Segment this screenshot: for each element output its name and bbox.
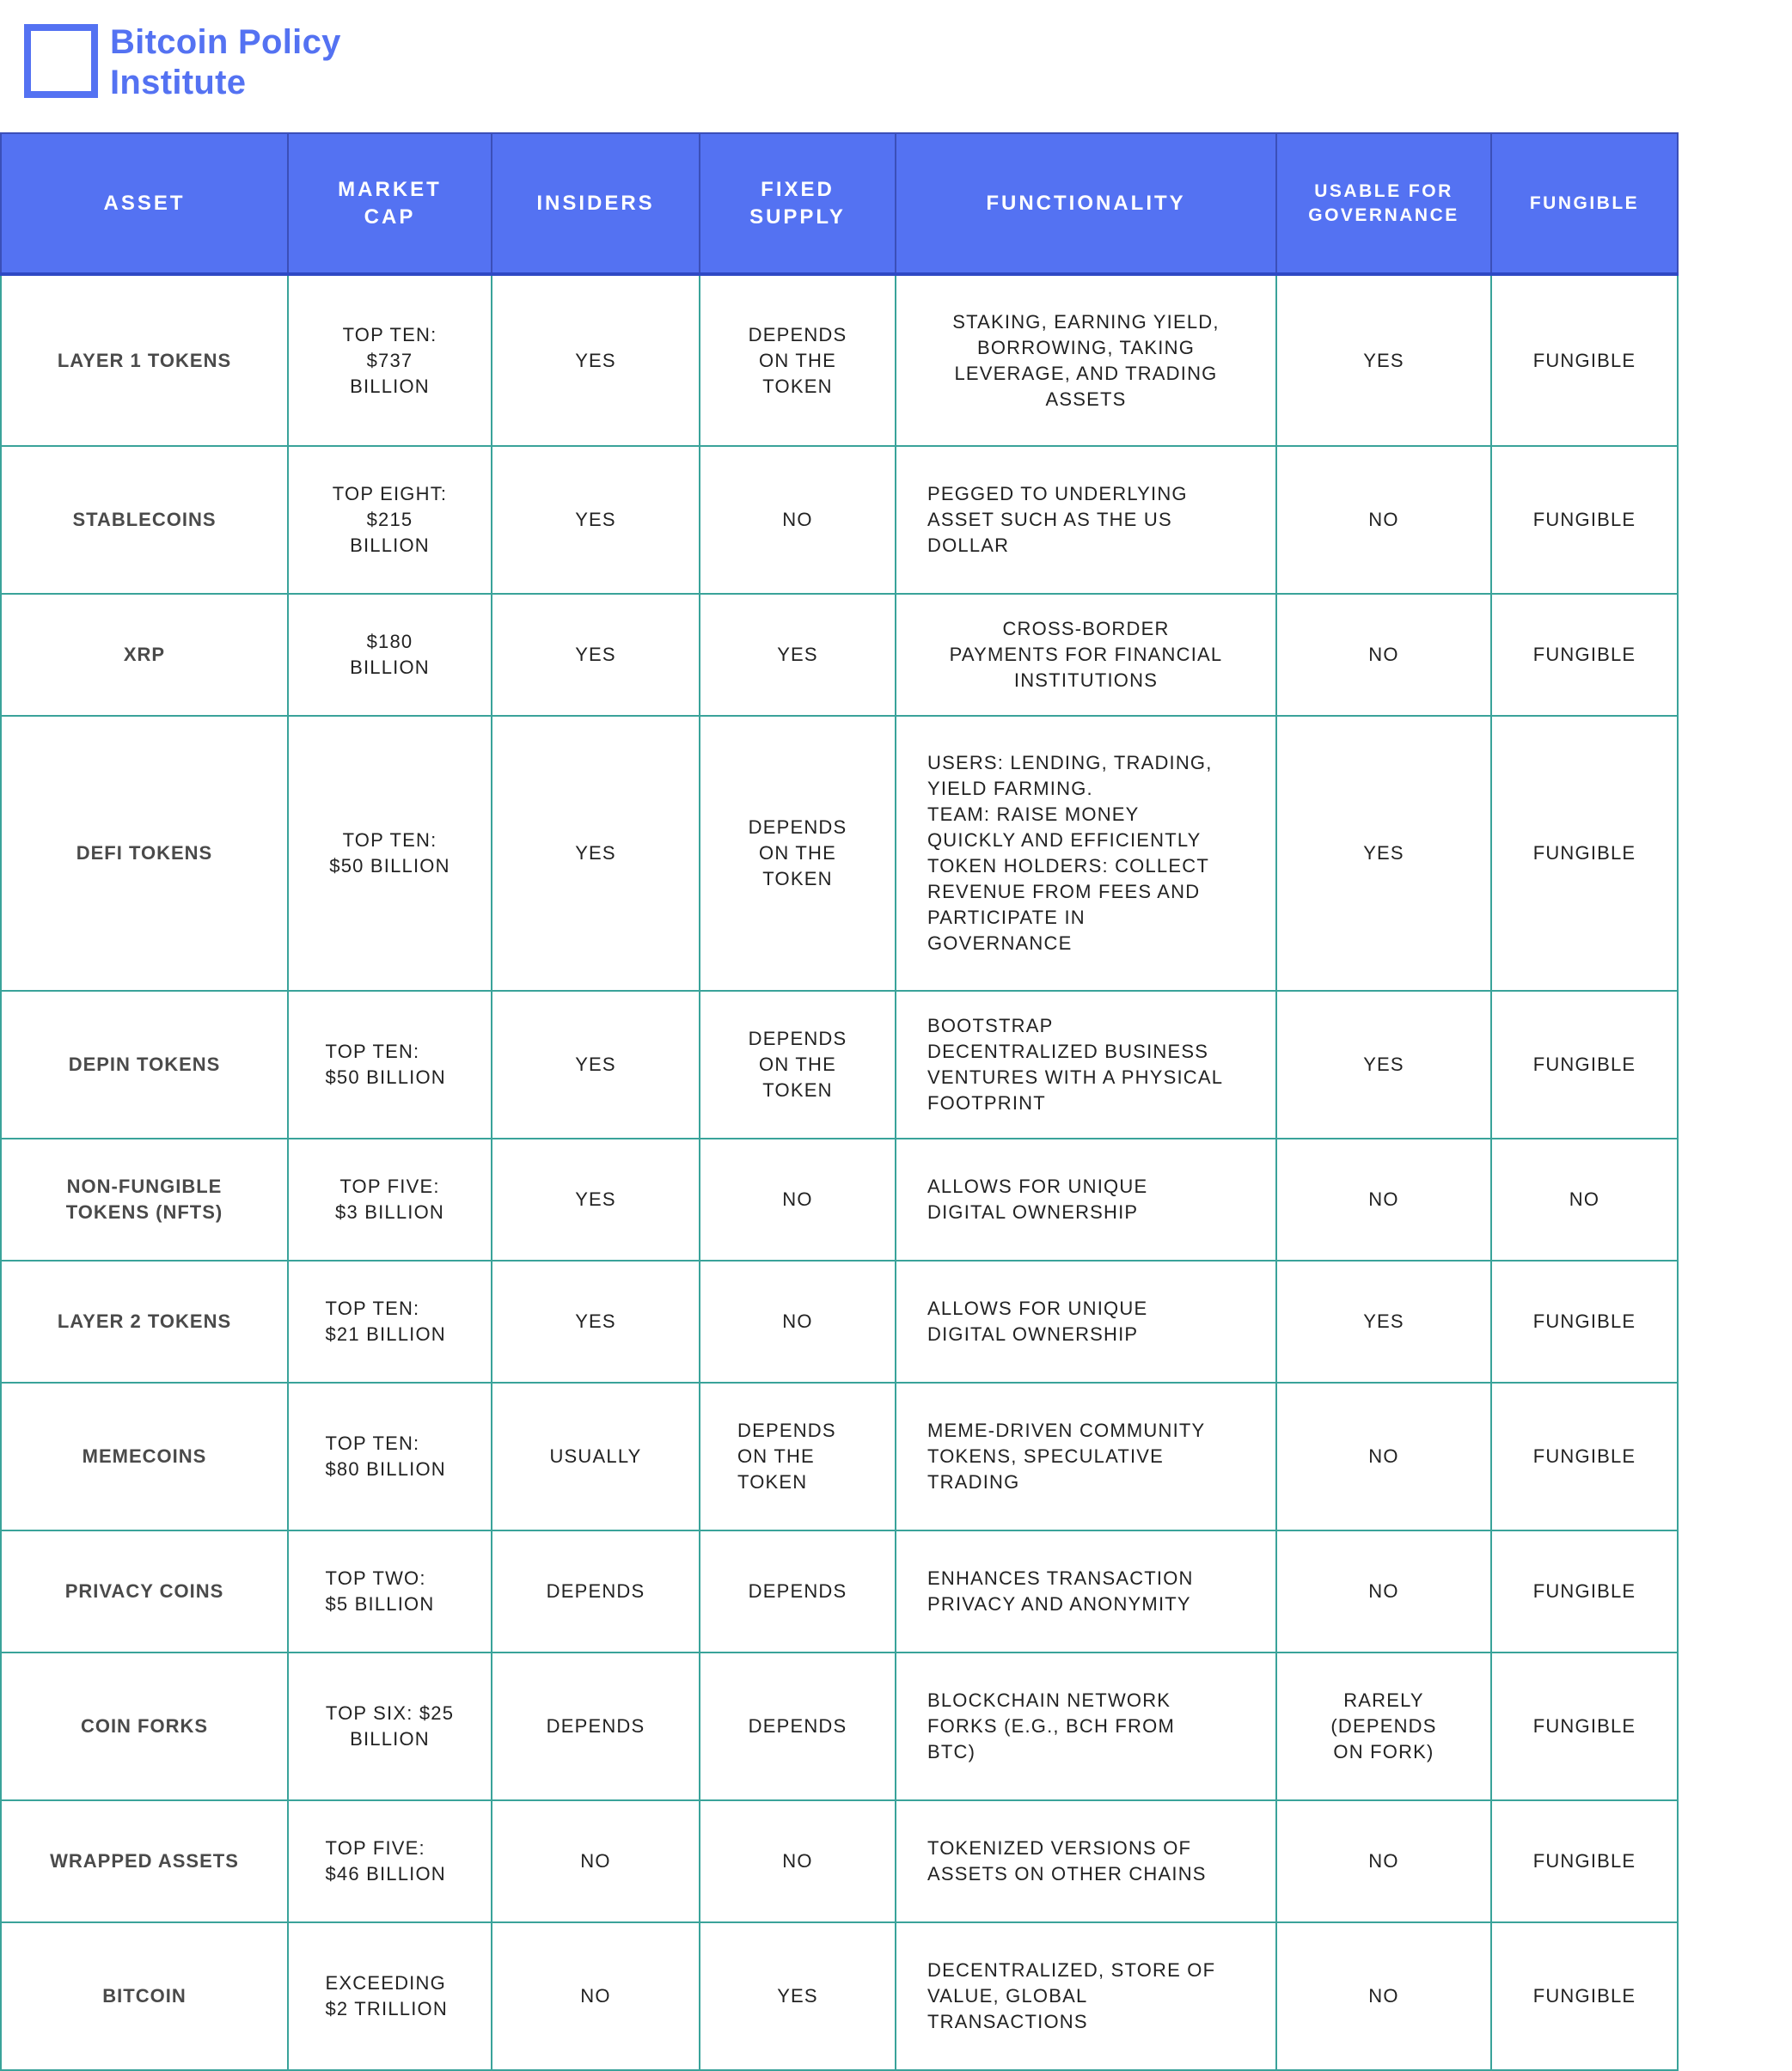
functionality-cell: ALLOWS FOR UNIQUE DIGITAL OWNERSHIP [896, 1261, 1276, 1383]
logo-text [110, 22, 341, 103]
fixed-supply-cell: NO [700, 1139, 896, 1261]
asset-cell: LAYER 2 TOKENS [1, 1261, 288, 1383]
functionality-line: TEAM: RAISE MONEY QUICKLY AND EFFICIENTLY [927, 803, 1202, 851]
fungible-cell: FUNGIBLE [1491, 446, 1678, 594]
table-row [1, 1800, 1678, 1922]
functionality-cell: CROSS-BORDER PAYMENTS FOR FINANCIAL INSTITUTIONS [896, 594, 1276, 716]
fixed-supply-cell: NO [700, 1261, 896, 1383]
governance-cell: NO [1276, 446, 1491, 594]
fungible-cell: FUNGIBLE [1491, 716, 1678, 991]
market-cap-cell: TOP TEN: $80 BILLION [288, 1383, 492, 1530]
market-cap-cell: TOP TEN: $50 BILLION [288, 716, 492, 991]
governance-cell: YES [1276, 716, 1491, 991]
market-cap-cell: TOP TEN: $737 BILLION [288, 274, 492, 446]
logo [24, 24, 341, 103]
asset-cell: MEMECOINS [1, 1383, 288, 1530]
fungible-cell: FUNGIBLE [1491, 594, 1678, 716]
functionality-cell: PEGGED TO UNDERLYING ASSET SUCH AS THE US DOLLAR [896, 446, 1276, 594]
table-row [1, 716, 1678, 991]
functionality-cell: STAKING, EARNING YIELD, BORROWING, TAKING LEVERAGE, AND TRADING ASSETS [896, 274, 1276, 446]
header-asset: ASSET [1, 133, 288, 274]
table-row [1, 991, 1678, 1139]
fungible-cell: FUNGIBLE [1491, 274, 1678, 446]
fungible-cell: FUNGIBLE [1491, 991, 1678, 1139]
fixed-supply-cell: DEPENDS ON THE TOKEN [700, 1383, 896, 1530]
asset-cell: LAYER 1 TOKENS [1, 274, 288, 446]
fungible-cell: NO [1491, 1139, 1678, 1261]
insiders-cell: YES [492, 446, 700, 594]
fixed-supply-cell: DEPENDS ON THE TOKEN [700, 991, 896, 1139]
governance-cell: NO [1276, 1139, 1491, 1261]
fixed-supply-cell: YES [700, 594, 896, 716]
header-fixed-supply: FIXED SUPPLY [700, 133, 896, 274]
insiders-cell: YES [492, 716, 700, 991]
fungible-cell: FUNGIBLE [1491, 1653, 1678, 1800]
header-functionality: FUNCTIONALITY [896, 133, 1276, 274]
functionality-cell: ALLOWS FOR UNIQUE DIGITAL OWNERSHIP [896, 1139, 1276, 1261]
table-row [1, 1261, 1678, 1383]
table-body [1, 274, 1678, 2070]
insiders-cell: NO [492, 1922, 700, 2070]
asset-cell: WRAPPED ASSETS [1, 1800, 288, 1922]
insiders-cell: NO [492, 1800, 700, 1922]
fungible-cell: FUNGIBLE [1491, 1800, 1678, 1922]
functionality-cell [896, 716, 1276, 991]
governance-cell: YES [1276, 991, 1491, 1139]
table-row [1, 1383, 1678, 1530]
fixed-supply-cell: NO [700, 1800, 896, 1922]
governance-cell: YES [1276, 274, 1491, 446]
market-cap-cell: TOP TEN: $50 BILLION [288, 991, 492, 1139]
fungible-cell: FUNGIBLE [1491, 1922, 1678, 2070]
logo-line-1: Bitcoin Policy [110, 23, 341, 61]
asset-cell: XRP [1, 594, 288, 716]
insiders-cell: YES [492, 991, 700, 1139]
functionality-cell: DECENTRALIZED, STORE OF VALUE, GLOBAL TRANSACTIONS [896, 1922, 1276, 2070]
fixed-supply-cell: DEPENDS [700, 1530, 896, 1653]
market-cap-cell: TOP SIX: $25 BILLION [288, 1653, 492, 1800]
logo-square-icon [24, 24, 98, 98]
asset-cell: PRIVACY COINS [1, 1530, 288, 1653]
insiders-cell: DEPENDS [492, 1653, 700, 1800]
functionality-cell: TOKENIZED VERSIONS OF ASSETS ON OTHER CHAINS [896, 1800, 1276, 1922]
header-market-cap: MARKET CAP [288, 133, 492, 274]
logo-line-2: Institute [110, 64, 247, 101]
functionality-cell: BOOTSTRAP DECENTRALIZED BUSINESS VENTURES WITH A PHYSICAL FOOTPRINT [896, 991, 1276, 1139]
insiders-cell: YES [492, 274, 700, 446]
market-cap-cell: TOP EIGHT: $215 BILLION [288, 446, 492, 594]
fixed-supply-cell: YES [700, 1922, 896, 2070]
market-cap-cell: TOP FIVE: $3 BILLION [288, 1139, 492, 1261]
insiders-cell: YES [492, 594, 700, 716]
governance-cell: NO [1276, 1922, 1491, 2070]
fungible-cell: FUNGIBLE [1491, 1261, 1678, 1383]
governance-cell: NO [1276, 1530, 1491, 1653]
asset-cell: NON-FUNGIBLE TOKENS (NFTS) [1, 1139, 288, 1261]
asset-cell: STABLECOINS [1, 446, 288, 594]
market-cap-cell: TOP TWO: $5 BILLION [288, 1530, 492, 1653]
functionality-cell: BLOCKCHAIN NETWORK FORKS (E.G., BCH FROM BTC) [896, 1653, 1276, 1800]
governance-cell: YES [1276, 1261, 1491, 1383]
governance-cell: NO [1276, 1800, 1491, 1922]
table-row [1, 274, 1678, 446]
asset-cell: DEFI TOKENS [1, 716, 288, 991]
market-cap-cell: EXCEEDING $2 TRILLION [288, 1922, 492, 2070]
fixed-supply-cell: NO [700, 446, 896, 594]
header-row [1, 133, 1678, 274]
market-cap-cell: TOP FIVE: $46 BILLION [288, 1800, 492, 1922]
functionality-line: TOKEN HOLDERS: COLLECT REVENUE FROM FEES AND PARTICIPATE IN GOVERNANCE [927, 855, 1209, 954]
governance-cell: NO [1276, 594, 1491, 716]
functionality-line: USERS: LENDING, TRADING, YIELD FARMING. [927, 752, 1213, 799]
table-row [1, 446, 1678, 594]
asset-cell: COIN FORKS [1, 1653, 288, 1800]
insiders-cell: DEPENDS [492, 1530, 700, 1653]
governance-cell: RARELY (DEPENDS ON FORK) [1276, 1653, 1491, 1800]
header-fungible: FUNGIBLE [1491, 133, 1678, 274]
market-cap-cell: TOP TEN: $21 BILLION [288, 1261, 492, 1383]
insiders-cell: USUALLY [492, 1383, 700, 1530]
insiders-cell: YES [492, 1261, 700, 1383]
functionality-cell: MEME-DRIVEN COMMUNITY TOKENS, SPECULATIVE TRADING [896, 1383, 1276, 1530]
table-row [1, 1530, 1678, 1653]
table-row [1, 1922, 1678, 2070]
asset-cell: DEPIN TOKENS [1, 991, 288, 1139]
fixed-supply-cell: DEPENDS ON THE TOKEN [700, 274, 896, 446]
header-usable-for-governance: USABLE FOR GOVERNANCE [1276, 133, 1491, 274]
comparison-table [0, 132, 1679, 2071]
fungible-cell: FUNGIBLE [1491, 1383, 1678, 1530]
market-cap-cell: $180 BILLION [288, 594, 492, 716]
asset-cell: BITCOIN [1, 1922, 288, 2070]
insiders-cell: YES [492, 1139, 700, 1261]
header-insiders: INSIDERS [492, 133, 700, 274]
table-row [1, 1653, 1678, 1800]
table-row [1, 594, 1678, 716]
fungible-cell: FUNGIBLE [1491, 1530, 1678, 1653]
fixed-supply-cell: DEPENDS [700, 1653, 896, 1800]
table-row [1, 1139, 1678, 1261]
fixed-supply-cell: DEPENDS ON THE TOKEN [700, 716, 896, 991]
governance-cell: NO [1276, 1383, 1491, 1530]
functionality-cell: ENHANCES TRANSACTION PRIVACY AND ANONYMITY [896, 1530, 1276, 1653]
